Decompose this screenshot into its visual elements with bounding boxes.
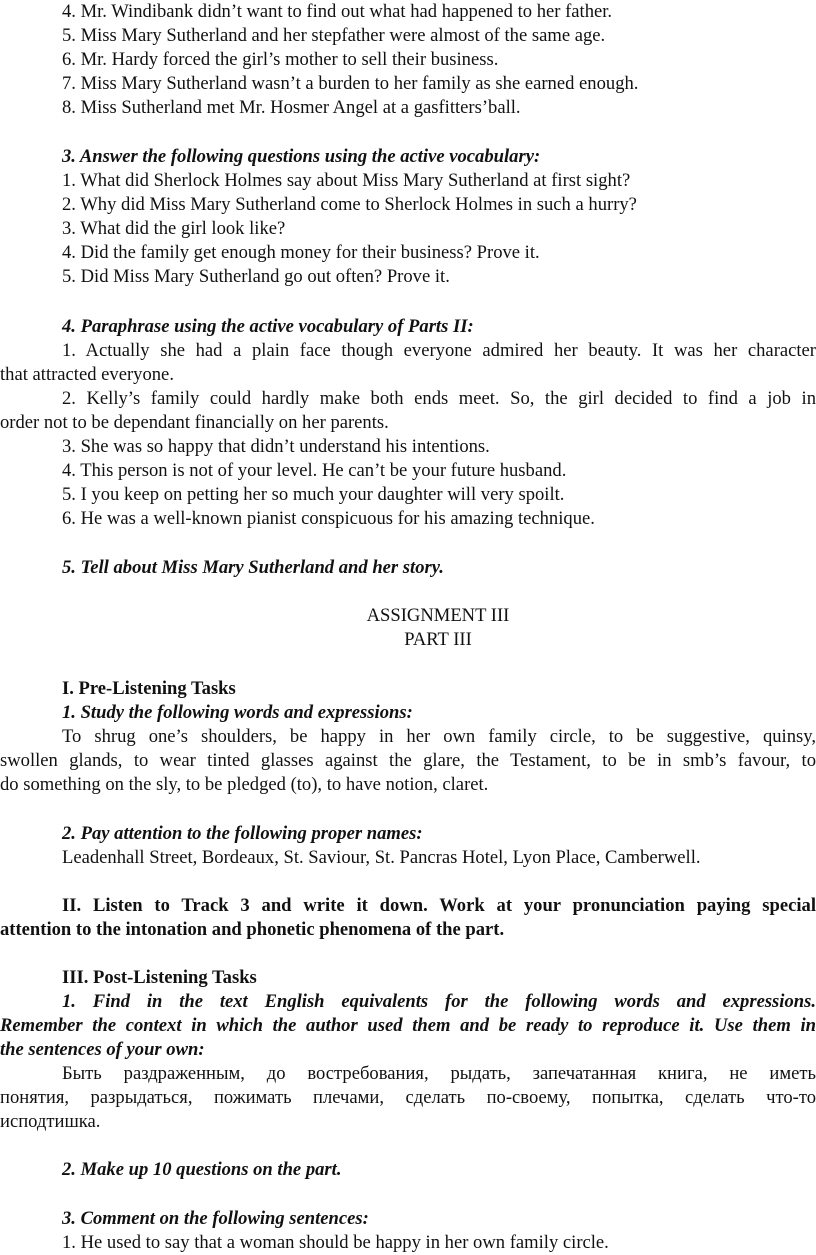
statement-item-8: 8. Miss Sutherland met Mr. Hosmer Angel at a gasfitters’ball. xyxy=(62,97,521,118)
post-listening-task1-line3: the sentences of your own: xyxy=(0,1039,205,1060)
statement-item-5: 5. Miss Mary Sutherland and her stepfather were almost of the same age. xyxy=(62,25,606,46)
vocabulary-line-3: do something on the sly, to be pledged (to), to have notion, claret. xyxy=(0,774,489,795)
proper-names-text: Leadenhall Street, Bordeaux, St. Saviour, St. Pancras Hotel, Lyon Place, Camberwell. xyxy=(62,847,701,868)
paraphrase-item-6: 6. He was a well-known pianist conspicuous for his amazing technique. xyxy=(62,508,595,529)
task3-heading: 3. Answer the following questions using the active vocabulary: xyxy=(62,146,541,167)
post-listening-task1-line1: 1. Find in the text English equivalents for the following words and expressions. xyxy=(62,991,816,1012)
russian-terms-line3: исподтишка. xyxy=(0,1111,101,1132)
post-listening-task1-line2: Remember the context in which the author used them and be ready to reproduce it. Use them in xyxy=(0,1015,816,1036)
comment-sentence-1: 1. He used to say that a woman should be happy in her own family circle. xyxy=(62,1232,609,1253)
pre-listening-task1-heading: 1. Study the following words and expressions: xyxy=(62,702,413,723)
paraphrase-item-2-line2: order not to be dependant financially on her parents. xyxy=(0,412,389,433)
vocabulary-line-1: To shrug one’s shoulders, be happy in her own family circle, to be suggestive, quinsy, xyxy=(62,726,816,747)
russian-terms-line1: Быть раздраженным, до востребования, рыдать, запечатанная книга, не иметь xyxy=(62,1063,816,1084)
post-listening-heading: III. Post-Listening Tasks xyxy=(62,967,257,988)
question-item-2: 2. Why did Miss Mary Sutherland come to Sherlock Holmes in such a hurry? xyxy=(62,194,637,215)
question-item-5: 5. Did Miss Mary Sutherland go out often? Prove it. xyxy=(62,266,450,287)
task5-heading: 5. Tell about Miss Mary Sutherland and her story. xyxy=(62,557,444,578)
pre-listening-task2-heading: 2. Pay attention to the following proper names: xyxy=(62,823,423,844)
statement-item-7: 7. Miss Mary Sutherland wasn’t a burden to her family as she earned enough. xyxy=(62,73,639,94)
pre-listening-heading: I. Pre-Listening Tasks xyxy=(62,678,236,699)
listening-task-line2: attention to the intonation and phonetic phenomena of the part. xyxy=(0,919,505,940)
assignment-part: PART III xyxy=(404,629,472,650)
paraphrase-item-3: 3. She was so happy that didn’t understand his intentions. xyxy=(62,436,490,457)
statement-item-4: 4. Mr. Windibank didn’t want to find out what had happened to her father. xyxy=(62,1,613,22)
statement-item-6: 6. Mr. Hardy forced the girl’s mother to sell their business. xyxy=(62,49,499,70)
question-item-3: 3. What did the girl look like? xyxy=(62,218,286,239)
paraphrase-item-1-line1: 1. Actually she had a plain face though everyone admired her beauty. It was her character xyxy=(62,340,816,361)
question-item-1: 1. What did Sherlock Holmes say about Miss Mary Sutherland at first sight? xyxy=(62,170,631,191)
post-listening-task2-heading: 2. Make up 10 questions on the part. xyxy=(62,1159,342,1180)
listening-task-line1: II. Listen to Track 3 and write it down. Work at your pronunciation paying special xyxy=(62,895,816,916)
vocabulary-line-2: swollen glands, to wear tinted glasses against the glare, the Testament, to be in smb’s favour, to xyxy=(0,750,816,771)
post-listening-task3-heading: 3. Comment on the following sentences: xyxy=(62,1208,369,1229)
assignment-title: ASSIGNMENT III xyxy=(366,605,510,626)
question-item-4: 4. Did the family get enough money for their business? Prove it. xyxy=(62,242,540,263)
paraphrase-item-1-line2: that attracted everyone. xyxy=(0,364,174,385)
task4-heading: 4. Paraphrase using the active vocabulary of Parts II: xyxy=(62,316,474,337)
russian-terms-line2: понятия, разрыдаться, пожимать плечами, сделать по-своему, попытка, сделать что-то xyxy=(0,1087,816,1108)
paraphrase-item-4: 4. This person is not of your level. He can’t be your future husband. xyxy=(62,460,567,481)
paraphrase-item-2-line1: 2. Kelly’s family could hardly make both ends meet. So, the girl decided to find a job in xyxy=(62,388,816,409)
paraphrase-item-5: 5. I you keep on petting her so much your daughter will very spoilt. xyxy=(62,484,565,505)
